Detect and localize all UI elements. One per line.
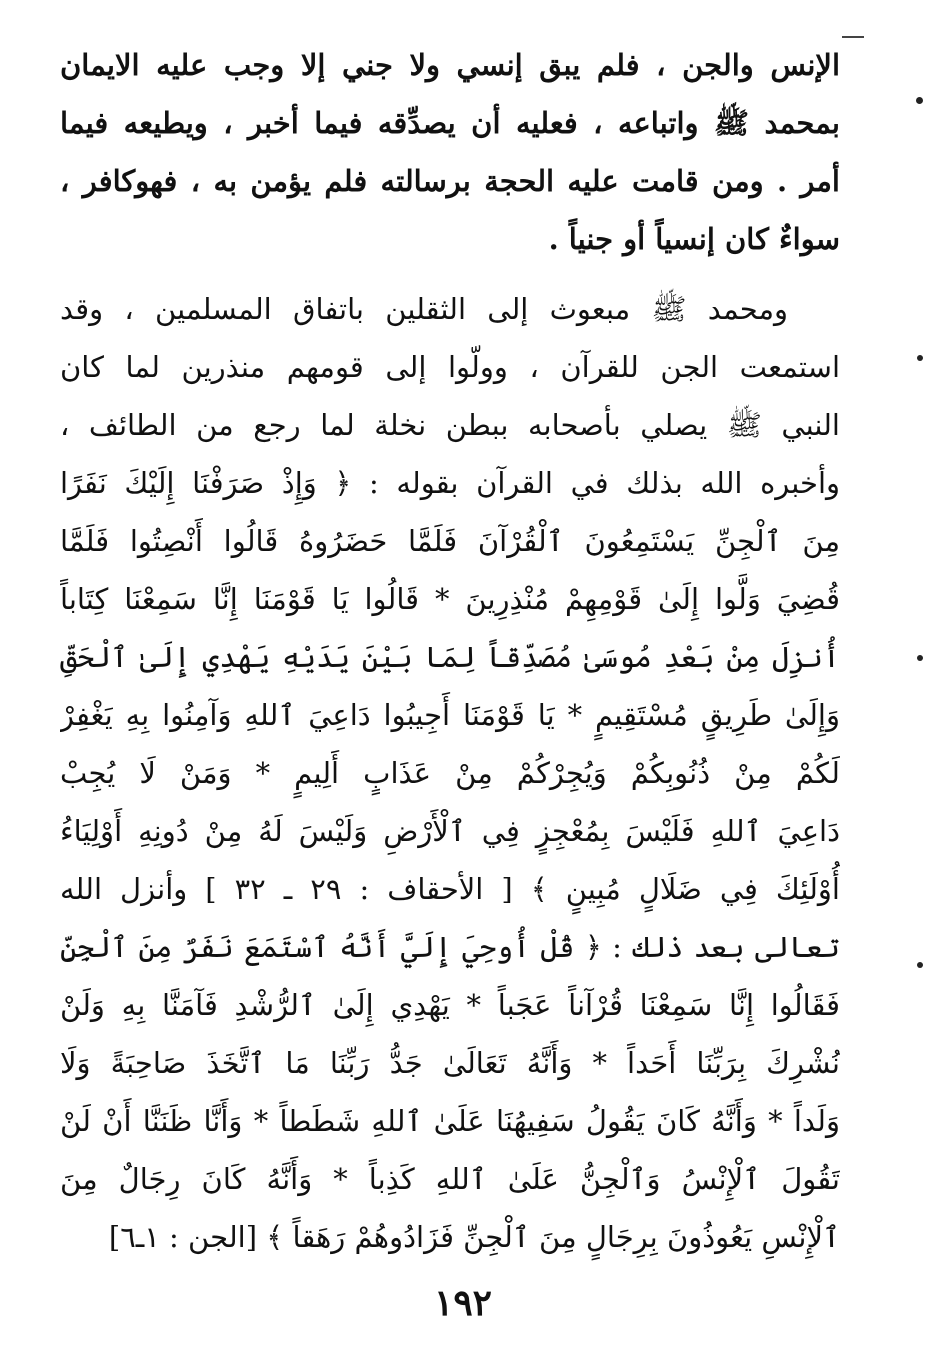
quran-line: مِنَ ٱلْجِنِّ يَسْتَمِعُونَ ٱلْقُرْآنَ فَلَمَّا حَضَرُوهُ قَالُوا أَنْصِتُوا فَلَمَّا — [60, 524, 840, 558]
text-line: وأخبره الله بذلك في القرآن بقوله : ﴿ وَإِذْ صَرَفْنَا إِلَيْكَ نَفَرًا — [60, 466, 840, 500]
quran-line: وَلَداً * وَأَنَّهُ كَانَ يَقُولُ سَفِيهُنَا عَلَىٰ ٱللهِ شَطَطاً * وَأَنَّا ظَنَنَّا أَنْ لَنْ — [60, 1104, 840, 1138]
scan-dot — [917, 655, 923, 661]
text-line: بمحمد ﷺ واتباعه ، فعليه أن يصدِّقه فيما أخبر ، ويطيعه فيما — [60, 106, 840, 140]
text-line: النبي ﷺ يصلي بأصحابه ببطن نخلة لما رجع من الطائف ، — [60, 408, 840, 442]
quran-line: وَإِلَىٰ طَرِيقٍ مُسْتَقِيمٍ * يَا قَوْمَنَا أَجِيبُوا دَاعِيَ ٱللهِ وَآمِنُوا بِهِ يَغْفِرْ — [60, 698, 840, 732]
quran-line: أُنزِلَ مِنْ بَعْدِ مُوسَىٰ مُصَدِّقاً لِمَا بَيْنَ يَدَيْهِ يَهْدِي إِلَىٰ ٱلْحَقِّ — [60, 640, 840, 674]
quran-line: قُضِيَ وَلَّوا إِلَىٰ قَوْمِهِمْ مُنْذِرِينَ * قَالُوا يَا قَوْمَنَا إِنَّا سَمِعْنَا كِتَاباً — [60, 582, 840, 616]
scan-mark — [842, 36, 864, 38]
paragraph-1 — [60, 36, 840, 268]
quran-line: أُوْلَئِكَ فِي ضَلَالٍ مُبِينٍ ﴾ [ الأحقاف : ٢٩ ـ ٣٢ ] وأنزل الله — [60, 872, 840, 906]
quran-line: تَقُولَ ٱلْإِنْسُ وَٱلْجِنُّ عَلَىٰ ٱللهِ كَذِباً * وَأَنَّهُ كَانَ رِجَالٌ مِنَ — [60, 1162, 840, 1196]
text-line: أمر . ومن قامت عليه الحجة برسالته فلم يؤمن به ، فهوكافر ، — [60, 164, 840, 198]
quran-line: لَكُمْ مِنْ ذُنُوبِكُمْ وَيُجِرْكُمْ مِنْ عَذَابٍ أَلِيمٍ * وَمَنْ لَا يُجِبْ — [60, 756, 840, 790]
paragraph-2 — [60, 280, 840, 1266]
quran-line: ٱلْإِنْسِ يَعُوذُونَ بِرِجَالٍ مِنَ ٱلْجِنِّ فَزَادُوهُمْ رَهَقاً ﴾ [الجن : ١ـ٦] — [108, 1220, 840, 1254]
text-line: سواءٌ كان إنسياً أو جنياً . — [548, 222, 840, 256]
quran-line: تعالى بعد ذلك : ﴿ قُلْ أُوحِيَ إِلَيَّ أَنَّهُ ٱسْتَمَعَ نَفَرٌ مِنَ ٱلْجِنِّ — [60, 930, 840, 964]
quran-line: فَقَالُوا إِنَّا سَمِعْنَا قُرْآناً عَجَباً * يَهْدِي إِلَىٰ ٱلرُّشْدِ فَآمَنَّا بِهِ وَلَنْ — [60, 988, 840, 1022]
text-line: الإنس والجن ، فلم يبق إنسي ولا جني إلا وجب عليه الايمان — [60, 48, 840, 82]
quran-line: نُشْرِكَ بِرَبِّنَا أَحَداً * وَأَنَّهُ تَعَالَىٰ جَدُّ رَبِّنَا مَا ٱتَّخَذَ صَاحِبَةً وَلَا — [60, 1046, 840, 1080]
page-body — [60, 36, 840, 1266]
scan-dot — [916, 97, 923, 104]
text-line: استمعت الجن للقرآن ، وولّوا إلى قومهم منذرين لما كان — [60, 350, 840, 384]
scan-dot — [917, 962, 923, 968]
quran-line: دَاعِيَ ٱللهِ فَلَيْسَ بِمُعْجِزٍ فِي ٱلْأَرْضِ وَلَيْسَ لَهُ مِنْ دُونِهِ أَوْلِيَاءُ — [60, 814, 840, 848]
text-line: ومحمد ﷺ مبعوث إلى الثقلين باتفاق المسلمين ، وقد — [60, 292, 788, 326]
page-number: ١٩٢ — [433, 1282, 492, 1324]
scan-dot — [917, 355, 923, 361]
